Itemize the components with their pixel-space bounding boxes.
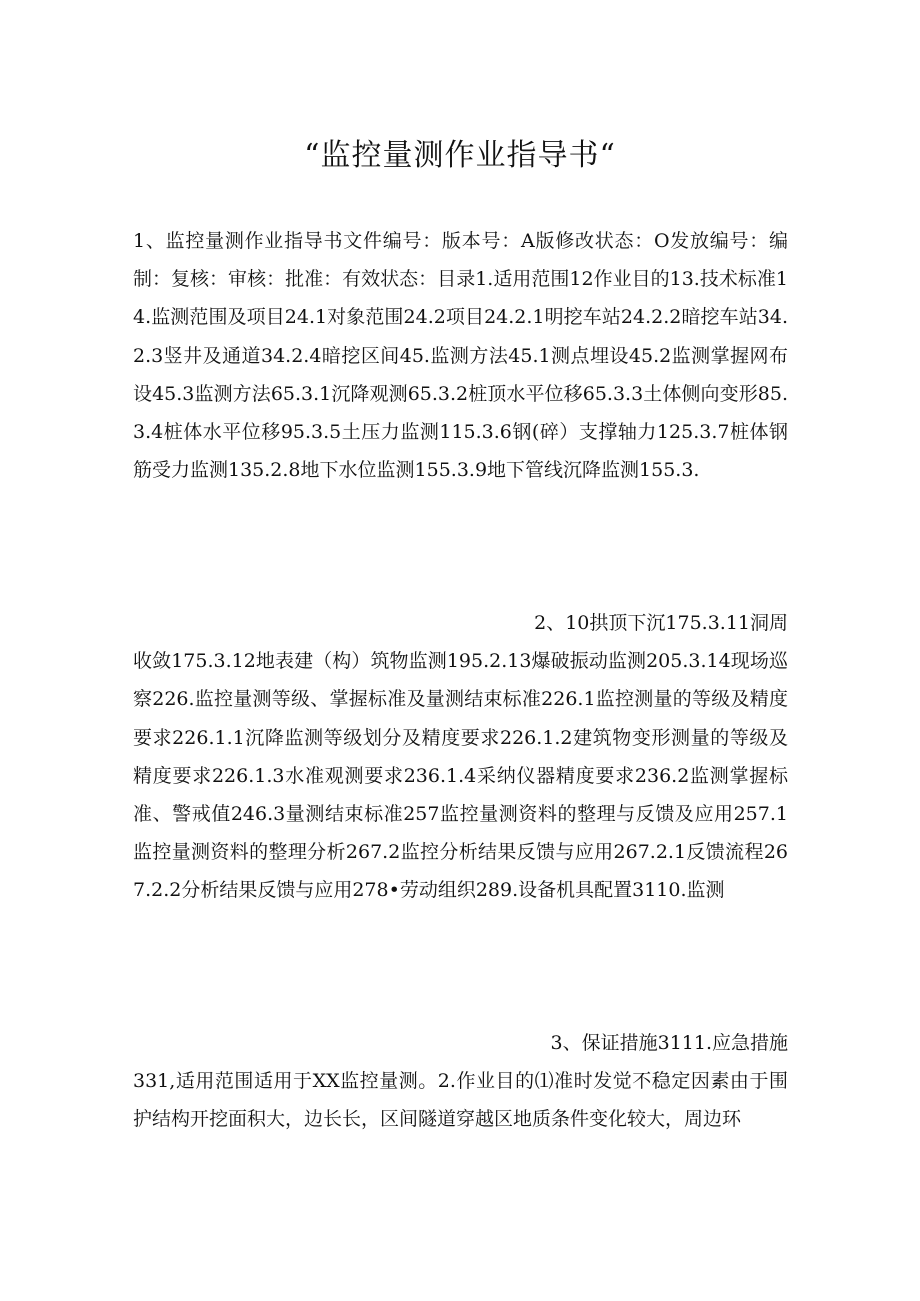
paragraph-3-body: 331,适用范围适用于XX监控量测。2.作业目的⑴准时发觉不稳定因素由于围护结构开挖面积大，边长长，区间隧道穿越区地质条件变化较大，周边环 [133, 1070, 788, 1131]
paragraph-1: 1、监控量测作业指导书文件编号：版本号：A版修改状态：O发放编号：编制：复核：审核：批准：有效状态：目录1.适用范围12作业目的13.技术标准14.监测范围及项目24.1对象范围24.2项目24.2.1明挖车站24.2.2暗挖车站34.2.3竖井及通道34.2.4暗挖区间45.监测方法45.1测点埋设45.2监测掌握网布设45.3监测方法65.3.1沉降观测65.3.2桩顶水平位移65.3.3土体侧向变形85.3.4桩体水平位移95.3.5土压力监测115.3.6钢(碎）支撑轴力125.3.7桩体钢筋受力监测135.2.8地下水位监测155.3.9地下管线沉降监测155.3. [133, 230, 788, 482]
paragraph-3-lead: 3、保证措施3111.应急措施 [550, 1032, 788, 1054]
document-title: “监控量测作业指导书“ [304, 138, 616, 173]
paragraph-2-lead: 2、10拱顶下沉175.3.11洞周 [534, 612, 788, 634]
paragraph-2 [133, 604, 788, 910]
paragraph-2-body: 收敛175.3.12地表建（构）筑物监测195.2.13爆破振动监测205.3.14现场巡察226.监控量测等级、掌握标准及量测结束标准226.1监控测量的等级及精度要求226.1.1沉降监测等级划分及精度要求226.1.2建筑物变形测量的等级及精度要求226.1.3水准观测要求236.1.4采纳仪器精度要求236.2监测掌握标准、警戒值246.3量测结束标准257监控量测资料的整理与反馈及应用257.1监控量测资料的整理分析267.2监控分析结果反馈与应用267.2.1反馈流程267.2.2分析结果反馈与应用278•劳动组织289.设备机具配置3110.监测 [133, 650, 788, 902]
paragraph-3 [133, 1024, 788, 1139]
